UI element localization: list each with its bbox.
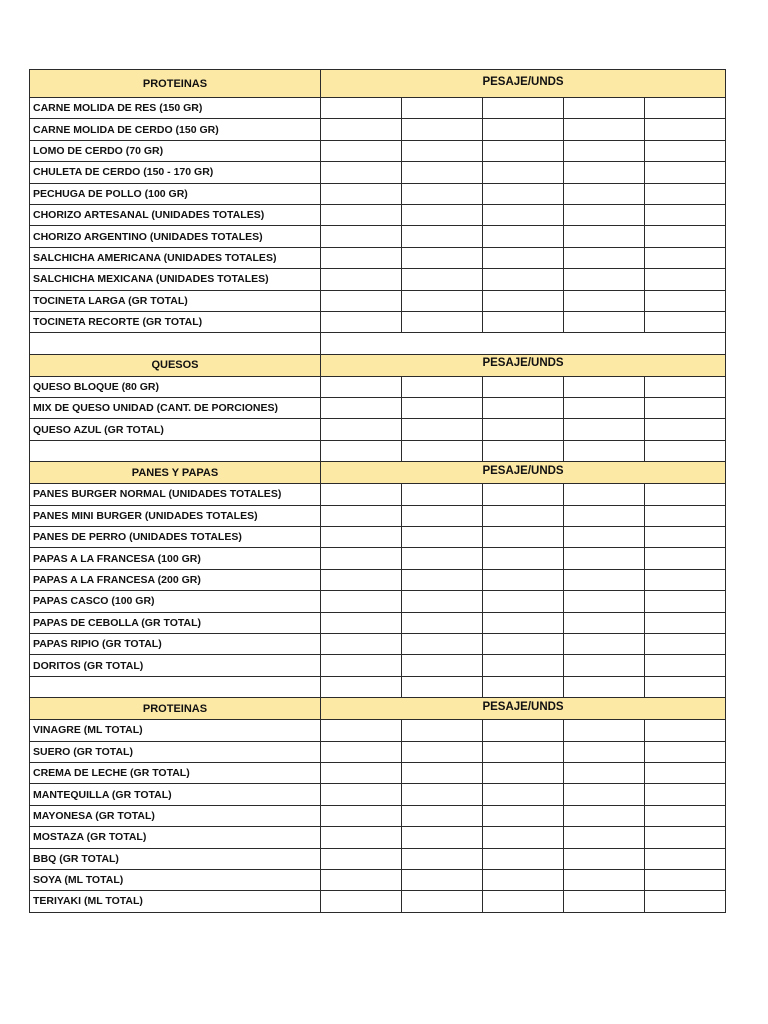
section-title: PROTEINAS xyxy=(30,698,321,720)
section-title: PANES Y PAPAS xyxy=(30,462,321,484)
item-row xyxy=(30,633,726,654)
item-row xyxy=(30,720,726,741)
weight-cell[interactable] xyxy=(645,591,726,612)
weight-cell[interactable] xyxy=(564,762,645,783)
weight-cell[interactable] xyxy=(483,484,564,505)
weight-cell[interactable] xyxy=(321,762,402,783)
item-row xyxy=(30,612,726,633)
weight-cell[interactable] xyxy=(645,247,726,268)
section-title: PROTEINAS xyxy=(30,70,321,98)
item-row xyxy=(30,419,726,440)
item-name: PANES MINI BURGER (UNIDADES TOTALES) xyxy=(30,505,321,526)
weight-cell[interactable] xyxy=(564,569,645,590)
weight-header: PESAJE/UNDS xyxy=(321,70,726,98)
weight-cell[interactable] xyxy=(564,440,645,461)
item-row xyxy=(30,762,726,783)
inventory-table-body xyxy=(30,70,726,913)
item-row xyxy=(30,290,726,311)
weight-cell[interactable] xyxy=(564,119,645,140)
weight-cell[interactable] xyxy=(321,140,402,161)
item-name: DORITOS (GR TOTAL) xyxy=(30,655,321,676)
weight-cell[interactable] xyxy=(564,311,645,332)
item-row xyxy=(30,98,726,119)
item-row xyxy=(30,398,726,419)
weight-cell[interactable] xyxy=(402,419,483,440)
item-row xyxy=(30,226,726,247)
item-name: BBQ (GR TOTAL) xyxy=(30,848,321,869)
weight-cell[interactable] xyxy=(402,226,483,247)
weight-cell[interactable] xyxy=(645,398,726,419)
weight-cell[interactable] xyxy=(402,591,483,612)
weight-cell[interactable] xyxy=(645,720,726,741)
weight-cell[interactable] xyxy=(402,204,483,225)
weight-cell[interactable] xyxy=(564,848,645,869)
weight-cell[interactable] xyxy=(645,612,726,633)
weight-cell[interactable] xyxy=(645,891,726,912)
weight-cell[interactable] xyxy=(645,140,726,161)
weight-cell[interactable] xyxy=(564,591,645,612)
weight-cell[interactable] xyxy=(564,98,645,119)
weight-cell[interactable] xyxy=(402,720,483,741)
weight-cell[interactable] xyxy=(645,269,726,290)
weight-cell[interactable] xyxy=(483,655,564,676)
weight-cell[interactable] xyxy=(402,269,483,290)
weight-cell[interactable] xyxy=(645,484,726,505)
weight-cell[interactable] xyxy=(564,140,645,161)
weight-cell[interactable] xyxy=(564,891,645,912)
weight-cell[interactable] xyxy=(483,419,564,440)
weight-cell[interactable] xyxy=(483,376,564,397)
weight-cell[interactable] xyxy=(564,741,645,762)
weight-cell[interactable] xyxy=(321,162,402,183)
item-row xyxy=(30,376,726,397)
weight-cell[interactable] xyxy=(402,612,483,633)
item-row xyxy=(30,784,726,805)
weight-cell[interactable] xyxy=(402,311,483,332)
item-row xyxy=(30,548,726,569)
weight-cell[interactable] xyxy=(321,869,402,890)
weight-cell[interactable] xyxy=(321,891,402,912)
weight-cell[interactable] xyxy=(483,848,564,869)
item-row xyxy=(30,311,726,332)
weight-cell[interactable] xyxy=(402,140,483,161)
spacer-row xyxy=(30,333,726,354)
weight-cell[interactable] xyxy=(645,290,726,311)
item-name: SOYA (ML TOTAL) xyxy=(30,869,321,890)
weight-cell[interactable] xyxy=(483,119,564,140)
weight-cell[interactable] xyxy=(645,741,726,762)
weight-cell[interactable] xyxy=(645,784,726,805)
item-row xyxy=(30,269,726,290)
weight-cell[interactable] xyxy=(321,440,402,461)
weight-cell[interactable] xyxy=(321,204,402,225)
weight-cell[interactable] xyxy=(321,848,402,869)
weight-cell[interactable] xyxy=(321,398,402,419)
spacer-name-cell[interactable] xyxy=(30,440,321,461)
weight-cell[interactable] xyxy=(402,290,483,311)
item-name: CHORIZO ARTESANAL (UNIDADES TOTALES) xyxy=(30,204,321,225)
weight-cell[interactable] xyxy=(321,676,402,697)
weight-cell[interactable] xyxy=(483,805,564,826)
item-row xyxy=(30,484,726,505)
weight-header: PESAJE/UNDS xyxy=(321,462,726,484)
weight-cell[interactable] xyxy=(645,311,726,332)
weight-cell[interactable] xyxy=(402,655,483,676)
section-header-row xyxy=(30,698,726,720)
weight-cell[interactable] xyxy=(402,676,483,697)
weight-cell[interactable] xyxy=(321,591,402,612)
item-row xyxy=(30,527,726,548)
weight-cell[interactable] xyxy=(483,827,564,848)
weight-cell[interactable] xyxy=(321,741,402,762)
weight-cell[interactable] xyxy=(321,247,402,268)
weight-cell[interactable] xyxy=(402,247,483,268)
weight-cell[interactable] xyxy=(402,162,483,183)
weight-cell[interactable] xyxy=(483,633,564,654)
weight-cell[interactable] xyxy=(564,269,645,290)
item-name: CREMA DE LECHE (GR TOTAL) xyxy=(30,762,321,783)
weight-cell[interactable] xyxy=(402,183,483,204)
weight-cell[interactable] xyxy=(402,548,483,569)
item-row xyxy=(30,891,726,912)
weight-cell[interactable] xyxy=(483,290,564,311)
weight-cell[interactable] xyxy=(564,247,645,268)
weight-cell[interactable] xyxy=(483,440,564,461)
weight-cell[interactable] xyxy=(402,505,483,526)
weight-cell[interactable] xyxy=(564,162,645,183)
item-row xyxy=(30,848,726,869)
item-name: QUESO AZUL (GR TOTAL) xyxy=(30,419,321,440)
weight-cell[interactable] xyxy=(483,183,564,204)
weight-cell[interactable] xyxy=(564,655,645,676)
item-row xyxy=(30,805,726,826)
weight-cell[interactable] xyxy=(402,440,483,461)
item-row xyxy=(30,183,726,204)
weight-cell[interactable] xyxy=(402,741,483,762)
weight-cell[interactable] xyxy=(483,591,564,612)
weight-cell[interactable] xyxy=(483,869,564,890)
weight-cell[interactable] xyxy=(402,633,483,654)
item-row xyxy=(30,869,726,890)
item-name: MAYONESA (GR TOTAL) xyxy=(30,805,321,826)
weight-cell[interactable] xyxy=(402,848,483,869)
weight-cell[interactable] xyxy=(564,827,645,848)
weight-cell[interactable] xyxy=(645,204,726,225)
weight-cell[interactable] xyxy=(645,376,726,397)
weight-cell[interactable] xyxy=(645,827,726,848)
item-row xyxy=(30,140,726,161)
weight-cell[interactable] xyxy=(402,805,483,826)
weight-cell[interactable] xyxy=(645,869,726,890)
spacer-name-cell[interactable] xyxy=(30,676,321,697)
weight-cell[interactable] xyxy=(321,505,402,526)
item-name: MIX DE QUESO UNIDAD (CANT. DE PORCIONES) xyxy=(30,398,321,419)
weight-cell[interactable] xyxy=(402,98,483,119)
weight-cell[interactable] xyxy=(645,527,726,548)
weight-cell[interactable] xyxy=(321,119,402,140)
weight-cell[interactable] xyxy=(483,162,564,183)
item-name: CARNE MOLIDA DE CERDO (150 GR) xyxy=(30,119,321,140)
item-row xyxy=(30,119,726,140)
weight-cell[interactable] xyxy=(564,548,645,569)
weight-cell[interactable] xyxy=(402,891,483,912)
weight-cell[interactable] xyxy=(645,419,726,440)
weight-cell[interactable] xyxy=(645,676,726,697)
weight-cell[interactable] xyxy=(564,484,645,505)
weight-cell[interactable] xyxy=(564,612,645,633)
item-row xyxy=(30,162,726,183)
weight-cell[interactable] xyxy=(483,505,564,526)
weight-cell[interactable] xyxy=(645,848,726,869)
weight-cell[interactable] xyxy=(321,655,402,676)
item-name: PANES DE PERRO (UNIDADES TOTALES) xyxy=(30,527,321,548)
item-row xyxy=(30,655,726,676)
weight-cell[interactable] xyxy=(645,226,726,247)
weight-cell[interactable] xyxy=(645,440,726,461)
weight-cell[interactable] xyxy=(483,741,564,762)
weight-cell[interactable] xyxy=(321,311,402,332)
weight-cell[interactable] xyxy=(321,784,402,805)
weight-cell[interactable] xyxy=(483,612,564,633)
weight-cell[interactable] xyxy=(402,784,483,805)
item-name: TOCINETA RECORTE (GR TOTAL) xyxy=(30,311,321,332)
item-row xyxy=(30,827,726,848)
weight-cell[interactable] xyxy=(321,827,402,848)
item-name: CARNE MOLIDA DE RES (150 GR) xyxy=(30,98,321,119)
weight-cell[interactable] xyxy=(564,376,645,397)
item-name: MOSTAZA (GR TOTAL) xyxy=(30,827,321,848)
inventory-table xyxy=(29,69,726,913)
weight-cell[interactable] xyxy=(483,398,564,419)
item-name: PAPAS A LA FRANCESA (100 GR) xyxy=(30,548,321,569)
weight-cell[interactable] xyxy=(402,484,483,505)
weight-cell[interactable] xyxy=(402,827,483,848)
weight-cell[interactable] xyxy=(564,419,645,440)
spacer-row xyxy=(30,676,726,697)
weight-cell[interactable] xyxy=(321,612,402,633)
spacer-row xyxy=(30,440,726,461)
weight-cell[interactable] xyxy=(564,869,645,890)
item-name: PANES BURGER NORMAL (UNIDADES TOTALES) xyxy=(30,484,321,505)
weight-cell[interactable] xyxy=(645,119,726,140)
item-name: MANTEQUILLA (GR TOTAL) xyxy=(30,784,321,805)
weight-cell[interactable] xyxy=(645,762,726,783)
weight-cell[interactable] xyxy=(402,527,483,548)
weight-cell[interactable] xyxy=(564,505,645,526)
weight-cell[interactable] xyxy=(645,633,726,654)
weight-cell[interactable] xyxy=(321,484,402,505)
weight-cell[interactable] xyxy=(321,376,402,397)
weight-cell[interactable] xyxy=(645,183,726,204)
item-name: CHULETA DE CERDO (150 - 170 GR) xyxy=(30,162,321,183)
weight-cell[interactable] xyxy=(483,269,564,290)
weight-cell[interactable] xyxy=(564,398,645,419)
weight-cell[interactable] xyxy=(564,633,645,654)
weight-cell[interactable] xyxy=(645,548,726,569)
weight-cell[interactable] xyxy=(321,548,402,569)
weight-cell[interactable] xyxy=(564,290,645,311)
weight-cell[interactable] xyxy=(564,183,645,204)
weight-cell[interactable] xyxy=(645,98,726,119)
weight-cell[interactable] xyxy=(321,98,402,119)
weight-cell[interactable] xyxy=(321,269,402,290)
weight-cell[interactable] xyxy=(402,762,483,783)
weight-cell[interactable] xyxy=(321,805,402,826)
weight-cell[interactable] xyxy=(564,204,645,225)
item-name: PAPAS CASCO (100 GR) xyxy=(30,591,321,612)
weight-cell[interactable] xyxy=(483,569,564,590)
weight-cell[interactable] xyxy=(402,119,483,140)
weight-cell[interactable] xyxy=(402,869,483,890)
item-name: LOMO DE CERDO (70 GR) xyxy=(30,140,321,161)
weight-cell[interactable] xyxy=(483,247,564,268)
weight-cell[interactable] xyxy=(483,720,564,741)
weight-cell[interactable] xyxy=(564,784,645,805)
weight-cell[interactable] xyxy=(645,655,726,676)
section-title: QUESOS xyxy=(30,354,321,376)
weight-cell[interactable] xyxy=(483,762,564,783)
inventory-sheet xyxy=(29,69,725,913)
weight-cell[interactable] xyxy=(321,633,402,654)
item-name: SALCHICHA AMERICANA (UNIDADES TOTALES) xyxy=(30,247,321,268)
item-name: SUERO (GR TOTAL) xyxy=(30,741,321,762)
weight-cell[interactable] xyxy=(321,569,402,590)
item-row xyxy=(30,569,726,590)
spacer-name-cell[interactable] xyxy=(30,333,321,354)
weight-cell[interactable] xyxy=(483,891,564,912)
spacer-merged-cell[interactable] xyxy=(321,333,726,354)
weight-cell[interactable] xyxy=(321,527,402,548)
item-row xyxy=(30,505,726,526)
weight-cell[interactable] xyxy=(483,98,564,119)
weight-cell[interactable] xyxy=(564,226,645,247)
weight-cell[interactable] xyxy=(483,527,564,548)
weight-cell[interactable] xyxy=(483,548,564,569)
item-name: QUESO BLOQUE (80 GR) xyxy=(30,376,321,397)
weight-cell[interactable] xyxy=(483,784,564,805)
item-row xyxy=(30,204,726,225)
weight-cell[interactable] xyxy=(645,805,726,826)
item-row xyxy=(30,247,726,268)
item-name: PAPAS RIPIO (GR TOTAL) xyxy=(30,633,321,654)
weight-cell[interactable] xyxy=(645,569,726,590)
section-header-row xyxy=(30,462,726,484)
item-name: TERIYAKI (ML TOTAL) xyxy=(30,891,321,912)
weight-cell[interactable] xyxy=(483,140,564,161)
weight-cell[interactable] xyxy=(321,290,402,311)
weight-cell[interactable] xyxy=(564,805,645,826)
item-name: SALCHICHA MEXICANA (UNIDADES TOTALES) xyxy=(30,269,321,290)
weight-cell[interactable] xyxy=(402,569,483,590)
item-name: CHORIZO ARGENTINO (UNIDADES TOTALES) xyxy=(30,226,321,247)
weight-header: PESAJE/UNDS xyxy=(321,698,726,720)
section-header-row xyxy=(30,70,726,98)
weight-cell[interactable] xyxy=(402,376,483,397)
weight-cell[interactable] xyxy=(645,162,726,183)
item-name: PAPAS A LA FRANCESA (200 GR) xyxy=(30,569,321,590)
item-row xyxy=(30,591,726,612)
item-name: PECHUGA DE POLLO (100 GR) xyxy=(30,183,321,204)
weight-header: PESAJE/UNDS xyxy=(321,354,726,376)
item-row xyxy=(30,741,726,762)
weight-cell[interactable] xyxy=(321,419,402,440)
weight-cell[interactable] xyxy=(645,505,726,526)
weight-cell[interactable] xyxy=(321,226,402,247)
section-header-row xyxy=(30,354,726,376)
weight-cell[interactable] xyxy=(321,183,402,204)
weight-cell[interactable] xyxy=(483,311,564,332)
weight-cell[interactable] xyxy=(564,676,645,697)
weight-cell[interactable] xyxy=(483,204,564,225)
weight-cell[interactable] xyxy=(483,676,564,697)
item-name: VINAGRE (ML TOTAL) xyxy=(30,720,321,741)
weight-cell[interactable] xyxy=(564,720,645,741)
item-name: PAPAS DE CEBOLLA (GR TOTAL) xyxy=(30,612,321,633)
weight-cell[interactable] xyxy=(402,398,483,419)
weight-cell[interactable] xyxy=(564,527,645,548)
weight-cell[interactable] xyxy=(321,720,402,741)
weight-cell[interactable] xyxy=(483,226,564,247)
item-name: TOCINETA LARGA (GR TOTAL) xyxy=(30,290,321,311)
